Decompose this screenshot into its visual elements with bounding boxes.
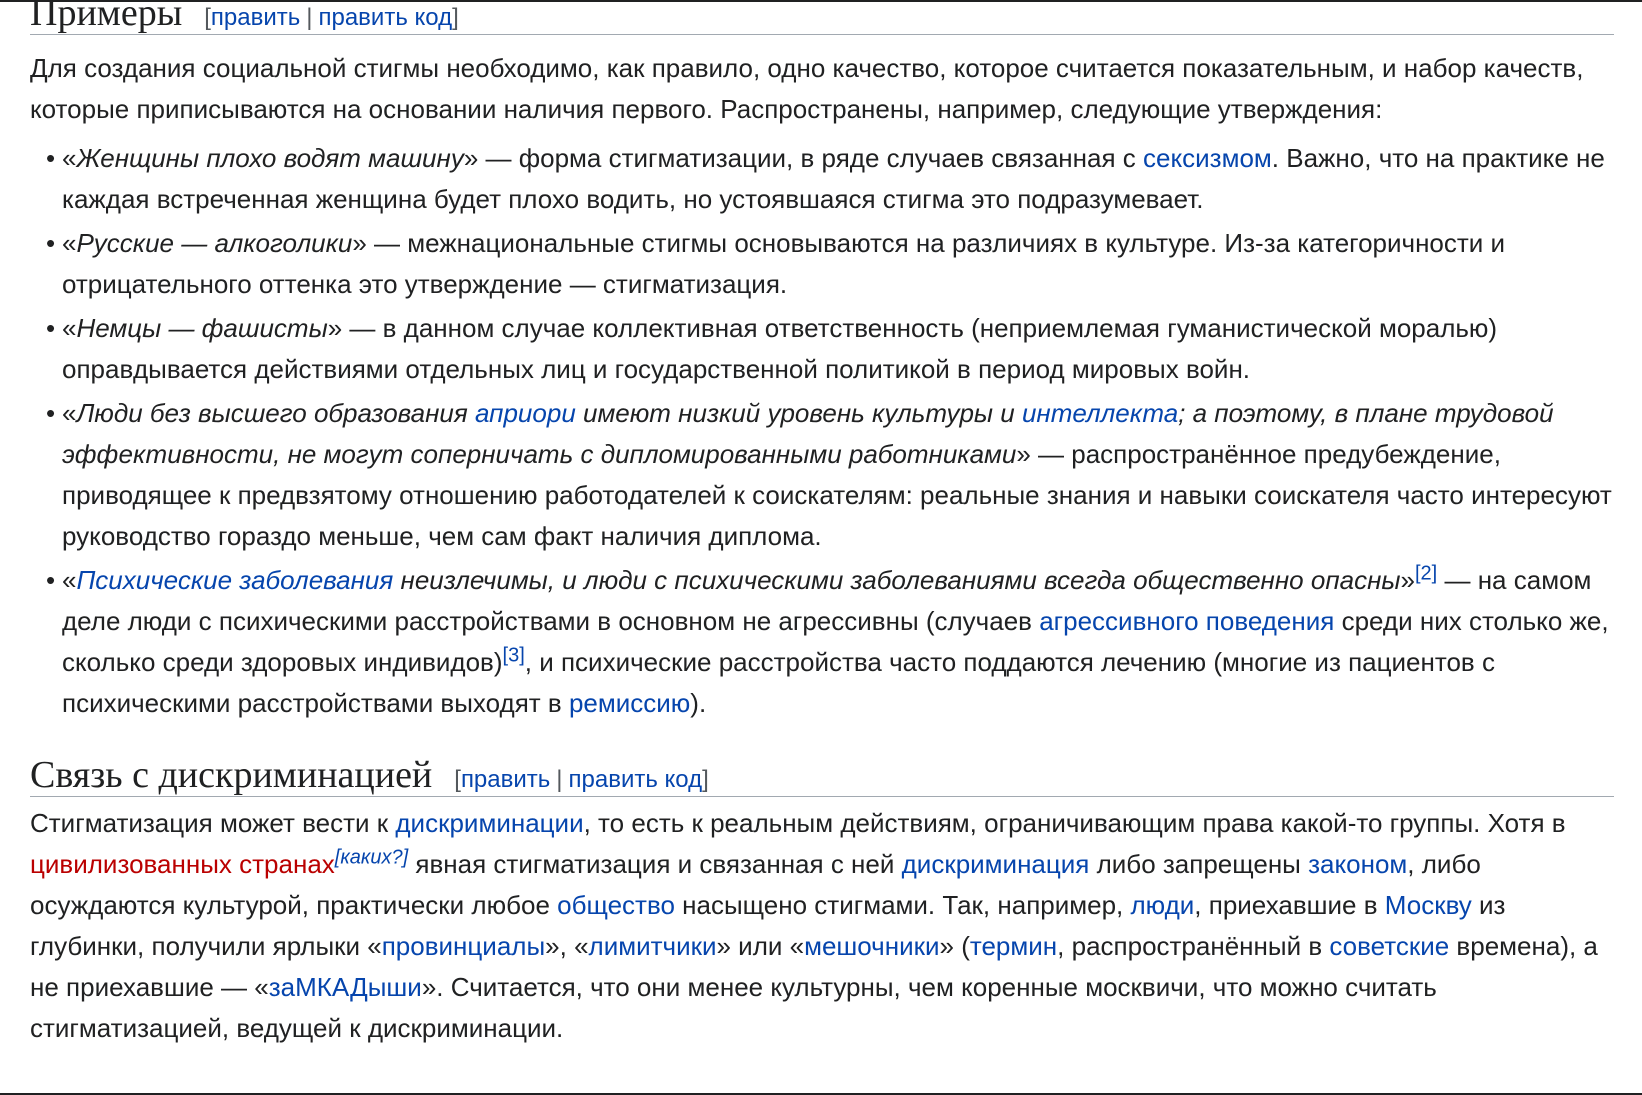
article-content xyxy=(30,0,1614,1049)
edit-section-links xyxy=(204,5,459,31)
link-remission[interactable]: ремиссию xyxy=(568,688,691,718)
reference-3 xyxy=(503,644,525,666)
link-provincials[interactable]: провинциалы xyxy=(381,931,546,961)
quote-open: « xyxy=(62,228,77,258)
quote-open: « xyxy=(62,565,77,595)
link-civilized-countries[interactable]: цивилизованных странах xyxy=(30,849,335,879)
discrimination-paragraph xyxy=(30,803,1614,1049)
quote-open: « xyxy=(62,398,77,428)
paragraph-text: , распространённый в xyxy=(1057,931,1330,961)
item-text: — в данном случае коллективная ответственность (неприемлемая гуманистической моралью) оправдывается действиями отдельных лиц и государственной политикой в период мировых войн. xyxy=(62,313,1498,384)
link-soviet[interactable]: советские xyxy=(1329,931,1450,961)
paragraph-text: » ( xyxy=(939,931,970,961)
quote-close: » xyxy=(352,228,367,258)
item-text: , и психические расстройства часто поддаются лечению (многие из пациентов с психическими расстройствами выходят в xyxy=(62,647,1495,718)
quote-part: имеют низкий уровень культуры и xyxy=(575,398,1022,428)
paragraph-text: , то есть к реальным действиям, ограничивающим права какой-то группы. Хотя в xyxy=(583,808,1566,838)
paragraph-text: явная стигматизация и связанная с ней xyxy=(408,849,902,879)
item-text: — межнациональные стигмы основываются на различиях в культуре. Из-за категоричности и отрицательного оттенка это утверждение — стигматизация. xyxy=(62,228,1506,299)
quote-text: Русские — алкоголики xyxy=(76,228,353,258)
link-law[interactable]: законом xyxy=(1308,849,1408,879)
edit-section-links xyxy=(454,759,709,797)
quote-text: Немцы — фашисты xyxy=(76,313,328,343)
list-item xyxy=(62,138,1614,220)
quote-text: Женщины плохо водят машину xyxy=(76,143,464,173)
paragraph-text: , либо осуждаются культурой, практически любое xyxy=(30,849,1481,920)
bracket-open: [ xyxy=(204,4,211,31)
quote-close: » xyxy=(463,143,479,173)
quote-part: Люди без высшего образования xyxy=(76,398,475,428)
link-intellect[interactable]: интеллекта xyxy=(1021,398,1179,428)
edit-code-link[interactable]: править код xyxy=(318,4,453,31)
link-meshochniki[interactable]: мешочники xyxy=(804,931,940,961)
quote-close: » xyxy=(327,313,343,343)
item-text: ). xyxy=(690,688,707,718)
edit-link[interactable]: править xyxy=(460,766,551,793)
item-text: — распространённое предубеждение, приводящее к предвзятому отношению работодателей к соискателям: реальные знания и навыки соискателя часто интересуют руководство гораздо меньше, чем сам факт наличия диплома. xyxy=(62,439,1612,551)
edit-code-link[interactable]: править код xyxy=(568,766,703,793)
paragraph-text: из глубинки, получили ярлыки « xyxy=(30,890,1506,961)
quote-open: « xyxy=(62,143,77,173)
examples-list xyxy=(30,138,1614,724)
paragraph-text: », « xyxy=(545,931,589,961)
link-people[interactable]: люди xyxy=(1130,890,1195,920)
paragraph-text: » или « xyxy=(716,931,805,961)
edit-link[interactable]: править xyxy=(210,4,301,31)
item-text: — форма стигматизации, в ряде случаев связанная с xyxy=(478,143,1143,173)
quote-part: неизлечимы, и люди с психическими заболеваниями всегда общественно опасны xyxy=(393,565,1401,595)
paragraph-text: Стигматизация может вести к xyxy=(30,808,396,838)
item-text: . Важно, что на практике не каждая встреченная женщина будет плохо водить, но устоявшаяся стигма это подразумевает. xyxy=(62,143,1605,214)
quote-open: « xyxy=(62,313,77,343)
quote-close: » xyxy=(1016,439,1031,469)
link-discrimination[interactable]: дискриминации xyxy=(395,808,584,838)
link-sexism[interactable]: сексизмом xyxy=(1143,143,1272,173)
link-society[interactable]: общество xyxy=(557,890,675,920)
link-discrimination-2[interactable]: дискриминация xyxy=(901,849,1090,879)
list-item xyxy=(62,393,1614,557)
paragraph-text: ». Считается, что они менее культурны, чем коренные москвичи, что можно считать стигматизацией, ведущей к дискриминации. xyxy=(30,972,1437,1043)
bracket-close: ] xyxy=(452,4,459,31)
link-moscow[interactable]: Москву xyxy=(1384,890,1472,920)
citation-needed xyxy=(335,846,408,868)
intro-paragraph: Для создания социальной стигмы необходимо, как правило, одно качество, которое считается показательным, и набор качеств, которые приписываются на основании наличия первого. Распространены, например, следующие утверждения: xyxy=(30,53,1584,124)
quote-part: ; а поэтому, в плане трудовой эффективности, не могут соперничать с дипломированными работниками xyxy=(62,398,1554,469)
reference-2 xyxy=(1415,562,1437,584)
link-limitchiki[interactable]: лимитчики xyxy=(588,931,717,961)
item-text: — на самом деле люди с психическими расстройствами в основном не агрессивны (случаев xyxy=(62,565,1592,636)
paragraph-text: насыщено стигмами. Так, например, xyxy=(674,890,1131,920)
separator: | xyxy=(556,766,563,793)
link-aggressive-behavior[interactable]: агрессивного поведения xyxy=(1039,606,1335,636)
item-text: среди них столько же, сколько среди здоровых индивидов) xyxy=(62,606,1609,677)
link-term[interactable]: термин xyxy=(969,931,1058,961)
quote-close: » xyxy=(1400,565,1415,595)
section-heading-examples xyxy=(30,0,1614,35)
reference-link[interactable]: [3] xyxy=(502,644,525,667)
list-item xyxy=(62,560,1614,724)
link-zamkadyshi[interactable]: заМКАДыши xyxy=(268,972,422,1002)
link-mental-illness[interactable]: Психические заболевания xyxy=(76,565,394,595)
heading-text: Связь с дискриминацией xyxy=(30,754,433,796)
link-apriori[interactable]: априори xyxy=(475,398,576,428)
section-heading-discrimination xyxy=(30,754,1614,797)
paragraph-text: , приехавшие в xyxy=(1194,890,1385,920)
reference-link[interactable]: [2] xyxy=(1415,562,1438,585)
quote-text xyxy=(76,565,1400,595)
list-item xyxy=(62,308,1614,390)
separator: | xyxy=(306,4,313,31)
paragraph-text: времена), а не приехавшие — « xyxy=(30,931,1598,1002)
list-item xyxy=(62,223,1614,305)
bracket-open: [ xyxy=(454,766,461,793)
paragraph-text: либо запрещены xyxy=(1089,849,1309,879)
bracket-close: ] xyxy=(702,766,709,793)
citation-needed-link[interactable]: [каких?] xyxy=(334,846,409,869)
heading-text: Примеры xyxy=(30,0,183,34)
